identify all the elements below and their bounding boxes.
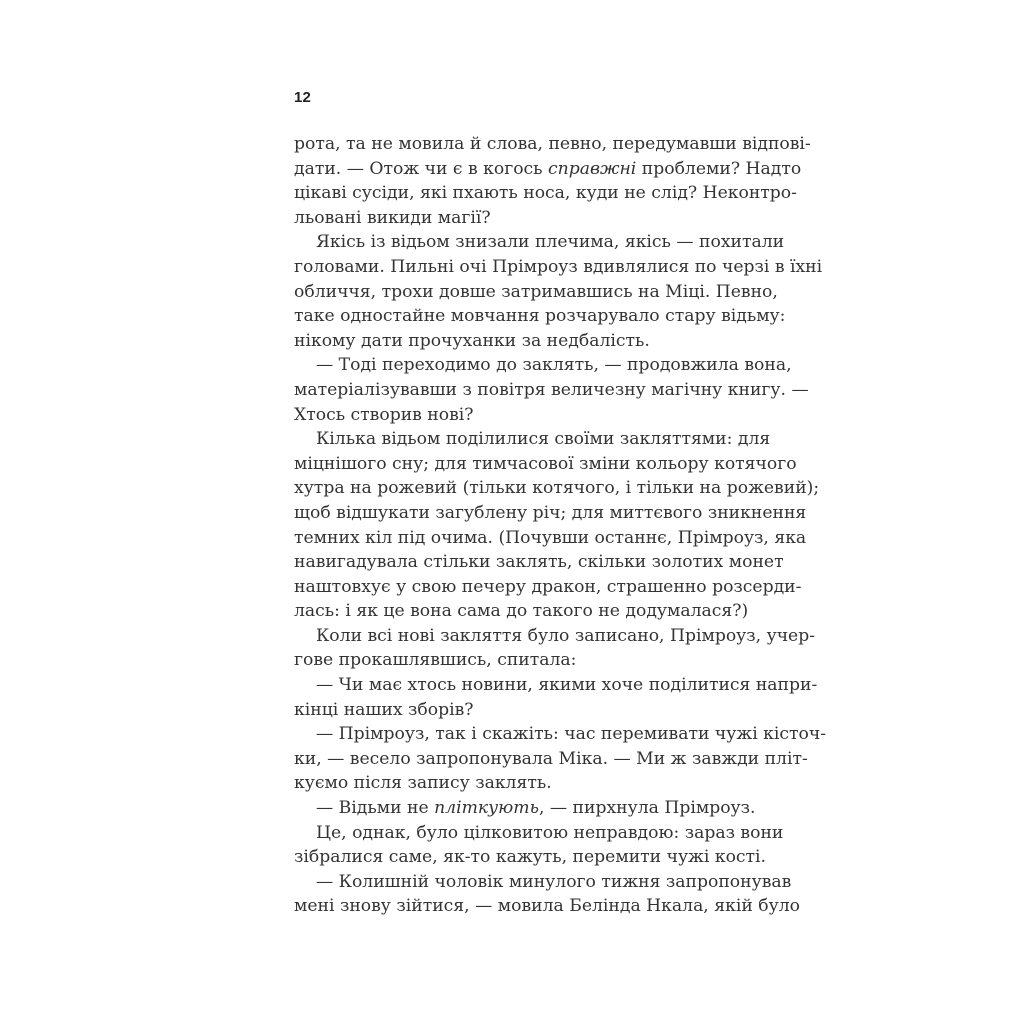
text-line: гове прокашлявшись, спитала: [294, 650, 577, 671]
paragraph-start-line: — Тоді переходимо до заклять, — продовжила вона, [316, 355, 792, 376]
text-line: зібралися саме, як-то кажуть, перемити чужі кості. [294, 847, 767, 868]
text-line: нікому дати прочуханки за недбалість. [294, 330, 650, 351]
text-line: обличчя, трохи довше затримавшись на Міці. Певно, [294, 281, 778, 302]
paragraph-start-line: — Відьми не пліткують, — пирхнула Прімроуз. [316, 798, 756, 819]
text-line: головами. Пильні очі Прімроуз вдивлялися по черзі в їхні [294, 256, 823, 277]
paragraph-start-line: Якісь із відьом знизали плечима, якісь — похитали [316, 232, 785, 253]
text-line: хутра на рожевий (тільки котячого, і тільки на рожевий); [294, 478, 820, 499]
paragraph-start-line: Це, однак, було цілковитою неправдою: зараз вони [316, 822, 784, 843]
text-line: ки, — весело запропонувала Міка. — Ми ж завжди пліт- [294, 748, 808, 769]
paragraph-start-line: — Прімроуз, так і скажіть: час перемивати чужі кісточ- [316, 724, 827, 745]
text-line: щоб відшукати загублену річ; для миттєвого зникнення [294, 502, 807, 523]
text-line: міцнішого сну; для тимчасової зміни кольору котячого [294, 453, 797, 474]
text-line: куємо після запису заклять. [294, 773, 552, 794]
italic-emphasis: справжні [548, 158, 637, 179]
paragraph-start-line: Коли всі нові закляття було записано, Прімроуз, учер- [316, 625, 816, 646]
text-line: лась: і як це вона сама до такого не додумалася?) [294, 601, 749, 622]
page-number: 12 [294, 89, 312, 106]
text-line: матеріалізувавши з повітря величезну магічну книгу. — [294, 379, 809, 400]
text-line: цікаві сусіди, які пхають носа, куди не слід? Неконтро- [294, 183, 797, 204]
paragraph-start-line: — Колишній чоловік минулого тижня запропонував [316, 871, 792, 892]
text-line: Хтось створив нові? [294, 404, 474, 425]
text-line: таке одностайне мовчання розчарувало стару відьму: [294, 306, 786, 327]
paragraph-start-line: Кілька відьом поділилися своїми закляттями: для [316, 429, 771, 450]
italic-emphasis: пліткують [434, 798, 539, 819]
text-line: рота, та не мовила й слова, певно, передумавши відпові- [294, 134, 811, 154]
text-line: льовані викиди магії? [294, 207, 491, 228]
text-line: наштовхує у свою печеру дракон, страшенно розсерди- [294, 576, 802, 597]
text-line: дати. — Отож чи є в когось справжні проблеми? Надто [294, 158, 802, 179]
body-text [294, 132, 827, 919]
text-line: темних кіл під очима. (Почувши останнє, Прімроуз, яка [294, 527, 807, 548]
text-line: навигадувала стільки заклять, скільки золотих монет [294, 552, 784, 573]
text-line: кінці наших зборів? [294, 699, 474, 720]
text-line: мені знову зійтися, — мовила Белінда Нкала, якій було [294, 896, 800, 917]
paragraph-start-line: — Чи має хтось новини, якими хоче поділитися напри- [316, 675, 818, 696]
